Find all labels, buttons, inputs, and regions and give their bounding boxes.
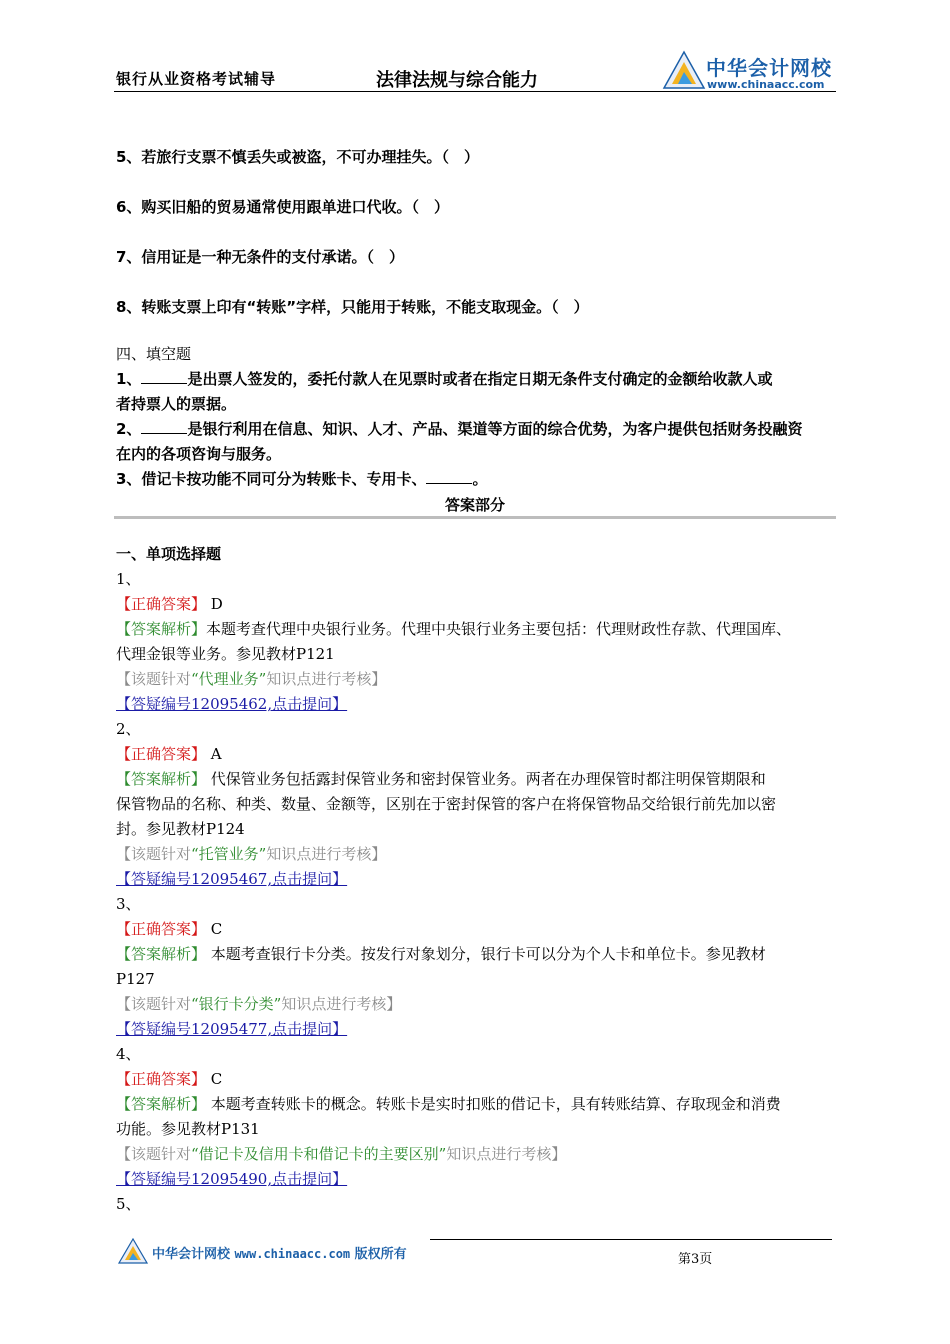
judgement-question-5: 5、若旅行支票不慎丢失或被盗，不可办理挂失。（ ）: [116, 148, 479, 166]
knowledge-point-row: 【该题针对“代理业务”知识点进行考核】: [116, 670, 387, 688]
correct-answer-row: 【正确答案】 C: [116, 1070, 223, 1088]
judgement-question-8: 8、转账支票上印有“转账”字样，只能用于转账，不能支取现金。（ ）: [116, 298, 589, 316]
analysis-row-cont: 功能。参见教材P131: [116, 1120, 260, 1138]
answer-blank: [141, 369, 187, 384]
analysis-row-cont: 封。参见教材P124: [116, 820, 245, 838]
header-center-title: 法律法规与综合能力: [376, 70, 538, 91]
qa-link-row: [116, 1017, 838, 1042]
single-choice-heading: 一、单项选择题: [116, 545, 222, 563]
answer-number: 3、: [116, 895, 141, 913]
footer-logo-icon: [118, 1238, 148, 1264]
analysis-row: 【答案解析】本题考查代理中央银行业务。代理中央银行业务主要包括：代理财政性存款、代理国库、: [116, 620, 792, 638]
correct-answer-row: 【正确答案】 D: [116, 595, 223, 613]
knowledge-point-row: 【该题针对“借记卡及信用卡和借记卡的主要区别”知识点进行考核】: [116, 1145, 567, 1163]
fill-question-2-cont: 在内的各项咨询与服务。: [116, 445, 282, 463]
knowledge-point-row: 【该题针对“银行卡分类”知识点进行考核】: [116, 995, 402, 1013]
chinaacc-logo-icon: [662, 50, 706, 90]
answer-number: 5、: [116, 1195, 141, 1213]
answer-number: 2、: [116, 720, 141, 738]
header-left-title: 银行从业资格考试辅导: [116, 70, 277, 88]
fill-question-1: 1、 是出票人签发的，委托付款人在见票时或者在指定日期无条件支付确定的金额给收款人或: [116, 370, 773, 388]
footer-rule: [430, 1239, 832, 1240]
qa-link-row: [116, 692, 838, 717]
analysis-row: 【答案解析】 本题考查银行卡分类。按发行对象划分，银行卡可以分为个人卡和单位卡。参见教材: [116, 945, 766, 963]
answer-blank: [141, 419, 187, 434]
qa-link-row: [116, 1167, 838, 1192]
analysis-row: 【答案解析】 本题考查转账卡的概念。转账卡是实时扣账的借记卡，具有转账结算、存取现金和消费: [116, 1095, 781, 1113]
analysis-row-cont: 保管物品的名称、种类、数量、金额等，区别在于密封保管的客户在将保管物品交给银行前先加以密: [116, 795, 777, 813]
answer-section-title: 答案部分: [444, 496, 505, 514]
analysis-row-cont: 代理金银等业务。参见教材P121: [116, 645, 335, 663]
qa-link[interactable]: 【答疑编号12095467,点击提问】: [116, 870, 348, 888]
analysis-row-cont: P127: [116, 970, 155, 988]
answer-number: 1、: [116, 570, 141, 588]
qa-link-row: [116, 867, 838, 892]
answer-number: 4、: [116, 1045, 141, 1063]
logo-url: www.chinaacc.com: [707, 78, 825, 91]
judgement-question-6: 6、购买旧船的贸易通常使用跟单进口代收。（ ）: [116, 198, 449, 216]
judgement-question-7: 7、信用证是一种无条件的支付承诺。（ ）: [116, 248, 404, 266]
qa-link[interactable]: 【答疑编号12095477,点击提问】: [116, 1020, 348, 1038]
qa-link[interactable]: 【答疑编号12095462,点击提问】: [116, 695, 348, 713]
qa-link[interactable]: 【答疑编号12095490,点击提问】: [116, 1170, 348, 1188]
footer-copyright: 中华会计网校 www.chinaacc.com 版权所有: [152, 1247, 407, 1262]
fill-question-3: 3、借记卡按功能不同可分为转账卡、专用卡、 。: [116, 470, 488, 488]
fill-question-2: 2、 是银行利用在信息、知识、人才、产品、渠道等方面的综合优势，为客户提供包括财务投融资: [116, 420, 803, 438]
fill-question-1-cont: 者持票人的票据。: [116, 395, 237, 413]
knowledge-point-row: 【该题针对“托管业务”知识点进行考核】: [116, 845, 387, 863]
analysis-row: 【答案解析】 代保管业务包括露封保管业务和密封保管业务。两者在办理保管时都注明保管期限和: [116, 770, 766, 788]
answer-blank: [426, 469, 472, 484]
fill-heading: 四、填空题: [116, 345, 192, 363]
correct-answer-row: 【正确答案】 A: [116, 745, 222, 763]
logo-name: 中华会计网校: [706, 56, 832, 80]
answer-section-rule: [114, 516, 836, 519]
page-number: 第3页: [678, 1252, 713, 1267]
correct-answer-row: 【正确答案】 C: [116, 920, 223, 938]
header-rule: [114, 91, 836, 92]
